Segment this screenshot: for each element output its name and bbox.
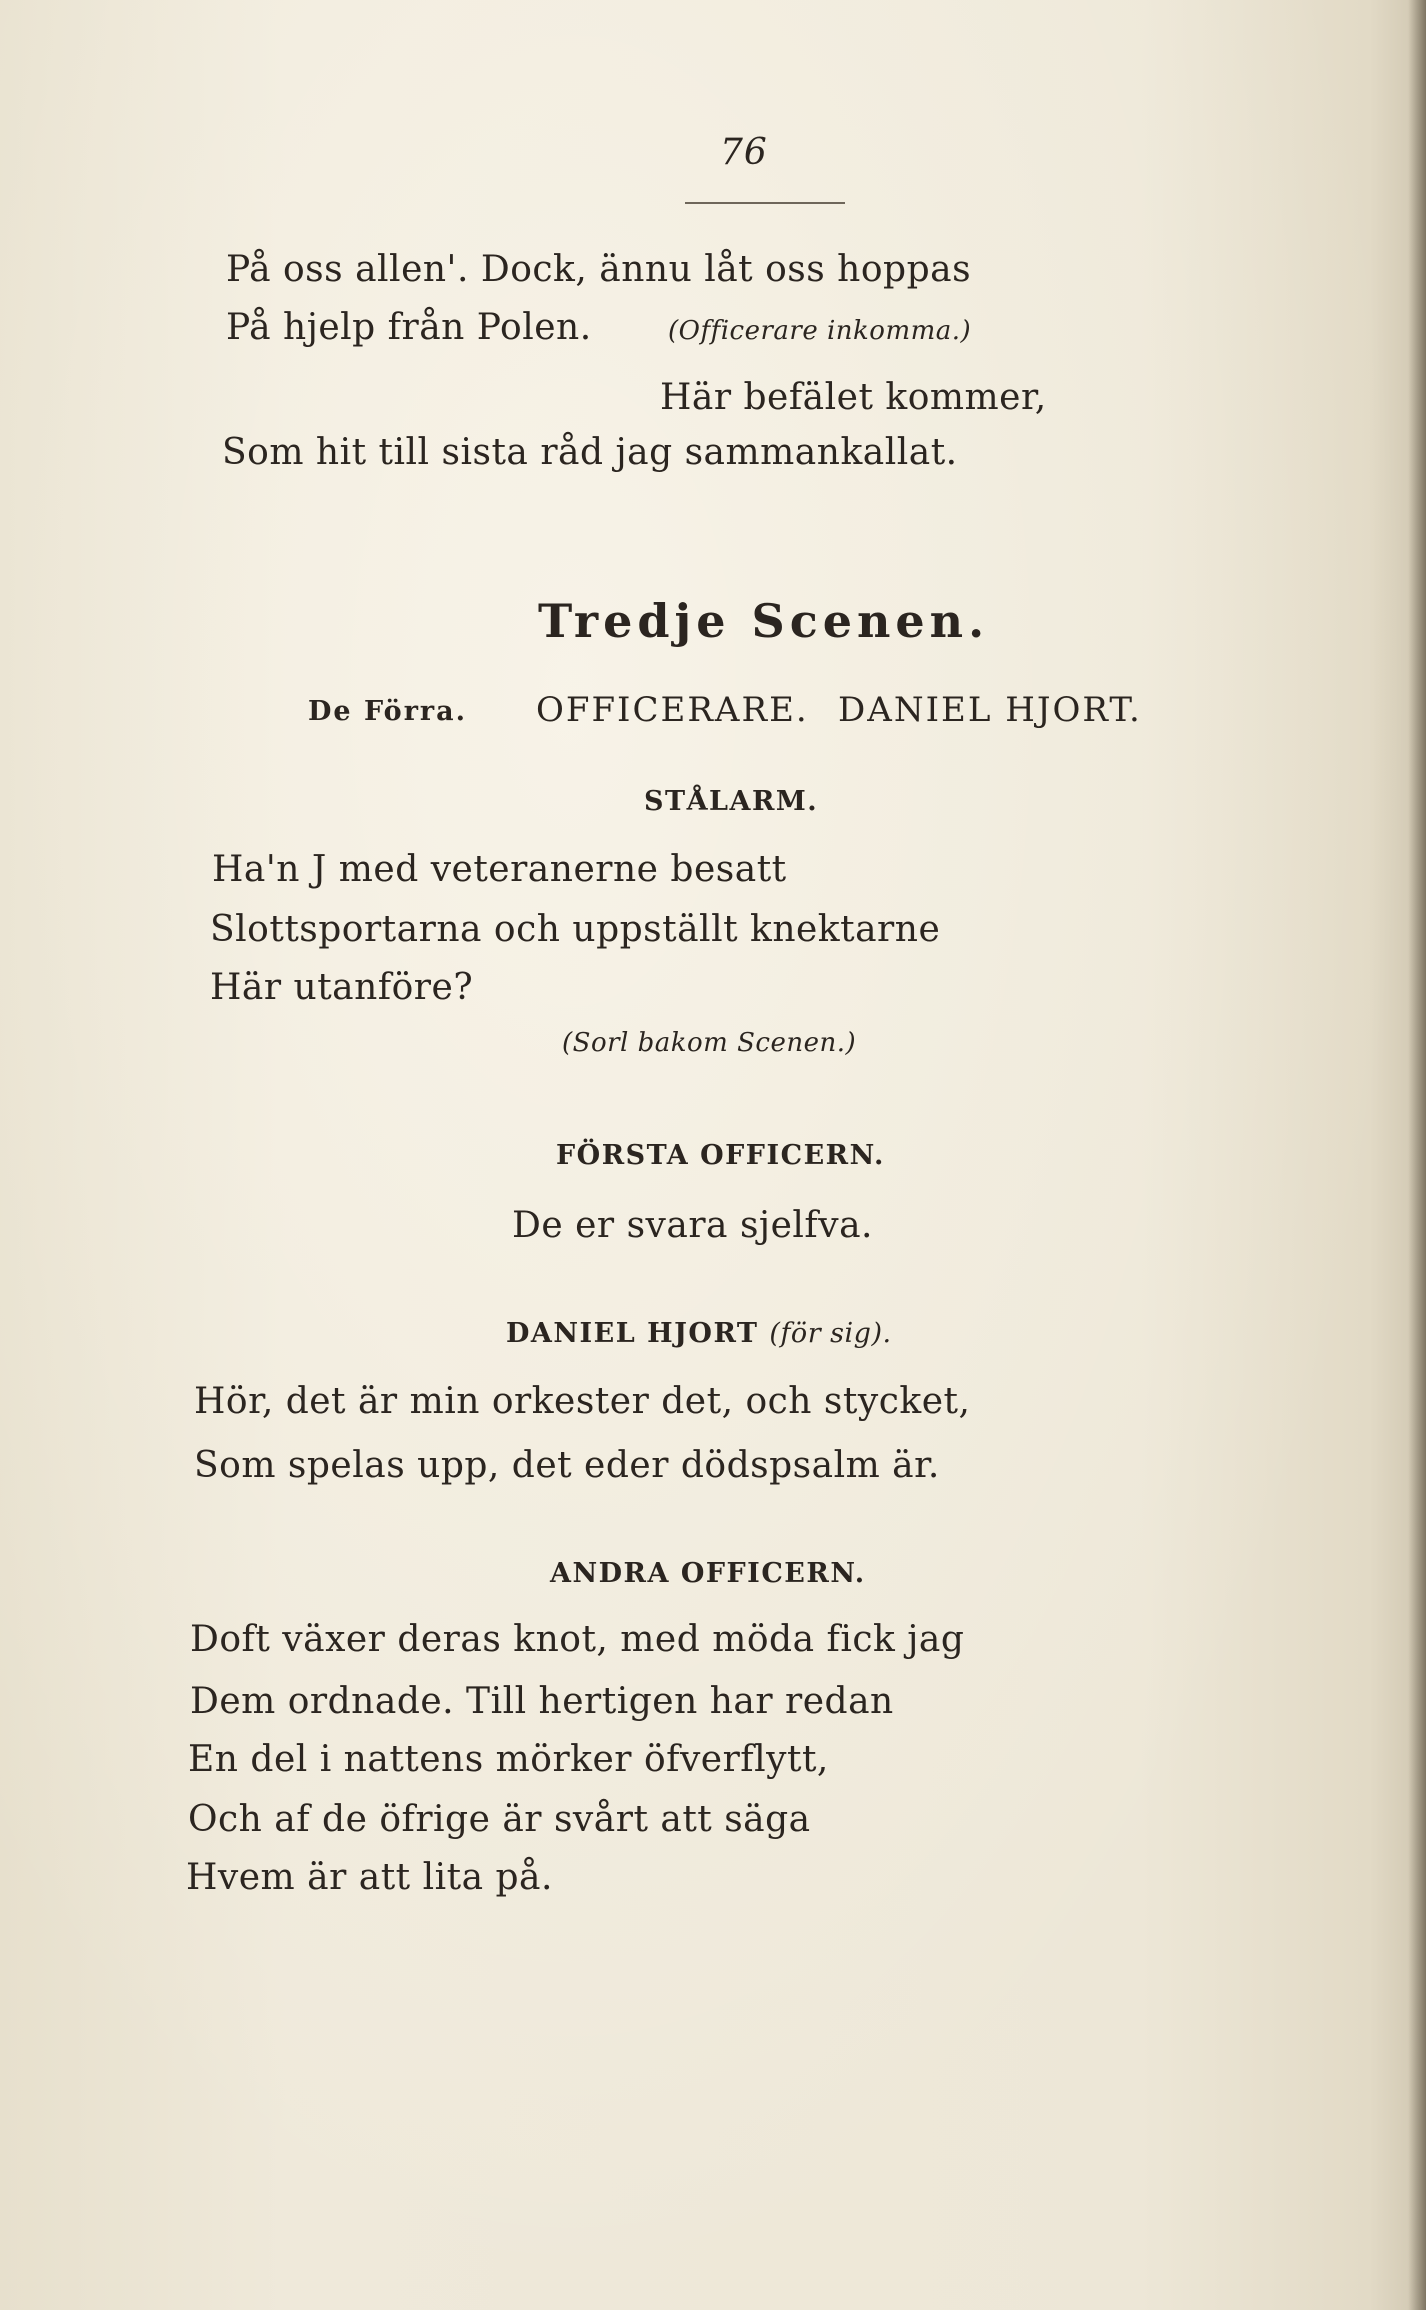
page-number: 76 [720,132,768,173]
speaker-forsta-officern: FÖRSTA OFFICERN. [556,1140,885,1171]
verse-line: Doft växer deras knot, med möda fick jag [190,1619,965,1660]
verse-line: Här utanföre? [210,967,474,1008]
verse-line: De er svara sjelfva. [512,1205,873,1246]
verse-line: Slottsportarna och uppställt knektarne [210,909,941,950]
verse-line: Och af de öfrige är svårt att säga [188,1799,811,1840]
verse-line: På oss allen'. Dock, ännu låt oss hoppas [226,249,972,290]
cast-daniel-hjort: DANIEL HJORT. [838,690,1142,730]
verse-line: Här befälet kommer, [660,377,1047,418]
verse-line: Som hit till sista råd jag sammankallat. [222,432,958,473]
speaker-daniel-hjort [506,1318,892,1349]
verse-line: Som spelas upp, det eder dödspsalm är. [194,1445,940,1486]
speaker-andra-officern: ANDRA OFFICERN. [550,1558,866,1589]
verse-line: Hvem är att lita på. [186,1857,553,1898]
verse-line: Hör, det är min orkester det, och stycket, [194,1381,971,1422]
verse-line: På hjelp från Polen. [226,307,592,348]
scene-title: Tredje Scenen. [538,594,990,648]
verse-line: Dem ordnade. Till hertigen har redan [190,1681,894,1722]
stage-direction: (Sorl bakom Scenen.) [562,1028,857,1058]
stage-direction: (Officerare inkomma.) [668,316,972,346]
cast-de-forra: De Förra. [308,696,468,727]
speaker-name: DANIEL HJORT [506,1318,759,1349]
speaker-stalarm: STÅLARM. [644,786,819,817]
speaker-aside: (för sig). [769,1318,892,1349]
verse-line: Ha'n J med veteranerne besatt [212,849,787,890]
verse-line: En del i nattens mörker öfverflytt, [188,1739,829,1780]
page-edge-shadow [1408,0,1426,2310]
cast-officerare: OFFICERARE. [536,690,809,730]
header-rule [685,202,845,204]
